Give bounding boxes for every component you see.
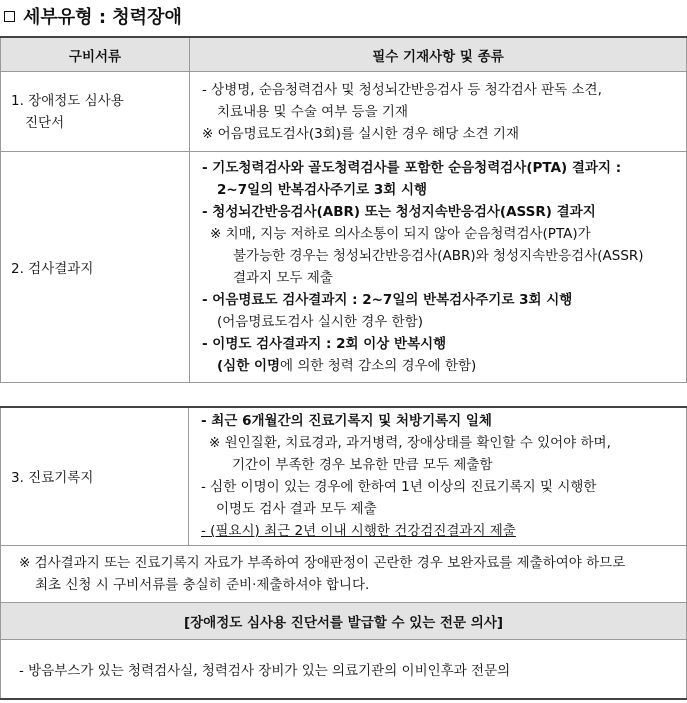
col-header-documents: 구비서류: [1, 37, 190, 72]
row1-content: - 상병명, 순음청력검사 및 청성뇌간반응검사 등 청각검사 판독 소견, 치료내용 및 수술 여부 등을 기재 ※ 어음명료도검사(3회)를 실시한 경우 해당 소견 기재: [190, 72, 687, 152]
table-row: [1, 152, 687, 383]
documents-table: [0, 36, 687, 383]
supplement-note: ※ 검사결과지 또는 진료기록지 자료가 부족하여 장애판정이 곤란한 경우 보완자료를 제출하여야 하므로 최초 신청 시 구비서류를 충실히 준비·제출하셔야 합니다.: [1, 545, 687, 602]
table-row: [1, 407, 687, 545]
table-row: [1, 602, 687, 639]
table-header-row: [1, 37, 687, 72]
section-title-text: 세부유형 : 청력장애: [23, 7, 182, 28]
issuer-line: - 방음부스가 있는 청력검사실, 청력검사 장비가 있는 의료기관의 이비인후과 전문의: [1, 639, 687, 699]
checkbox-square-icon: [4, 11, 15, 22]
table-row: [1, 639, 687, 699]
row3-content: - 최근 6개월간의 진료기록지 및 처방기록지 일체 ※ 원인질환, 치료경과, 과거병력, 장애상태를 확인할 수 있어야 하며, 기간이 부족한 경우 보유한 만큼 모두 제출함 - 심한 이명이 있는 경우에 한하여 1년 이상의 진료기록지 및 시행한 이명도 검사 결과 모두 제출 - (필요시) 최근 2년 이내 시행한 건강검진결과지 제출: [189, 407, 687, 545]
row2-content: - 기도청력검사와 골도청력검사를 포함한 순음청력검사(PTA) 결과지 : 2~7일의 반복검사주기로 3회 시행 - 청성뇌간반응검사(ABR) 또는 청성지속반응검사(ASSR) 결과지 ※ 치매, 지능 저하로 의사소통이 되지 않아 순음청력검사(PTA)가 불가능한 경우는 청성뇌간반응검사(ABR)와 청성지속반응검사(ASSR) 결과지 모두 제출 - 어음명료도 검사결과지 : 2~7일의 반복검사주기로 3회 시행 (어음명료도검사 실시한 경우 한함) - 이명도 검사결과지 : 2회 이상 반복시행 (심한 이명에 의한 청력 감소의 경우에 한함): [190, 152, 687, 383]
row1-label: 1. 장애정도 심사용 진단서: [1, 72, 190, 152]
row2-label: 2. 검사결과지: [1, 152, 190, 383]
row3-label: 3. 진료기록지: [1, 407, 189, 545]
documents-table-continued: [0, 406, 687, 700]
col-header-requirements: 필수 기재사항 및 종류: [190, 37, 687, 72]
section-title: [4, 2, 182, 30]
table-row: [1, 72, 687, 152]
table-row: [1, 545, 687, 602]
issuer-header: [장애정도 심사용 진단서를 발급할 수 있는 전문 의사]: [1, 602, 687, 639]
